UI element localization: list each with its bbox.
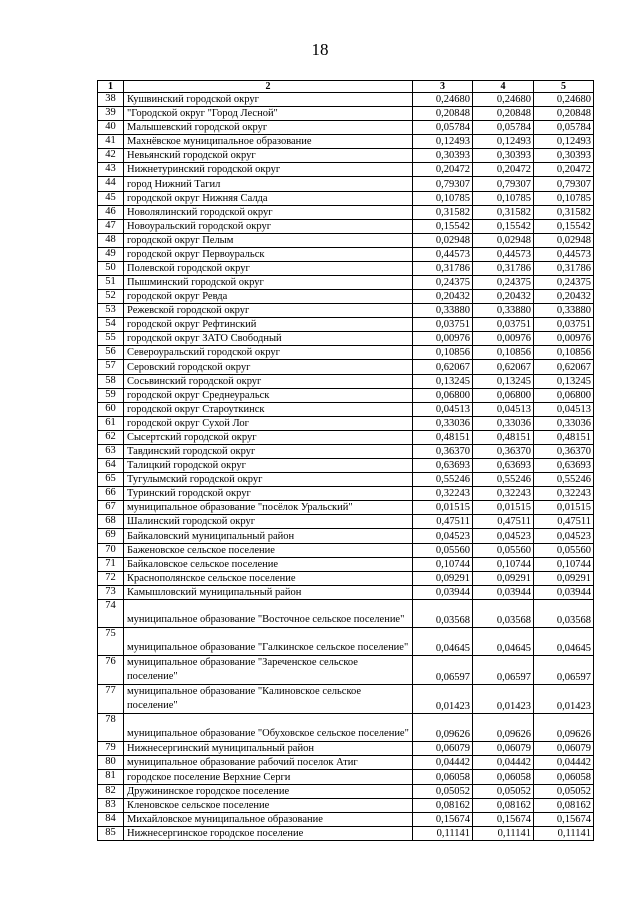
row-value-col4: 0,33880 xyxy=(473,304,534,318)
row-value-col4: 0,09291 xyxy=(473,571,534,585)
row-name: Нижнетуринский городской округ xyxy=(124,163,413,177)
row-value-col5: 0,03944 xyxy=(534,585,594,599)
row-value-col5: 0,31786 xyxy=(534,261,594,275)
row-value-col3: 0,33036 xyxy=(413,416,473,430)
table-row xyxy=(98,107,594,121)
table-row xyxy=(98,770,594,784)
row-value-col3: 0,47511 xyxy=(413,515,473,529)
row-name: городской округ Сухой Лог xyxy=(124,416,413,430)
row-value-col5: 0,24375 xyxy=(534,276,594,290)
table-row xyxy=(98,656,594,685)
row-value-col4: 0,06079 xyxy=(473,742,534,756)
row-value-col4: 0,15674 xyxy=(473,812,534,826)
row-number: 85 xyxy=(98,826,124,840)
row-value-col3: 0,00976 xyxy=(413,332,473,346)
row-number: 76 xyxy=(98,656,124,685)
row-value-col4: 0,10856 xyxy=(473,346,534,360)
row-value-col4: 0,03568 xyxy=(473,599,534,627)
row-value-col3: 0,24680 xyxy=(413,93,473,107)
row-value-col4: 0,31786 xyxy=(473,261,534,275)
row-value-col5: 0,05784 xyxy=(534,121,594,135)
row-value-col3: 0,20432 xyxy=(413,290,473,304)
row-value-col3: 0,48151 xyxy=(413,430,473,444)
table-row xyxy=(98,233,594,247)
row-name: Туринский городской округ xyxy=(124,487,413,501)
row-value-col4: 0,20848 xyxy=(473,107,534,121)
row-number: 43 xyxy=(98,163,124,177)
row-number: 71 xyxy=(98,557,124,571)
table-row xyxy=(98,374,594,388)
header-col-5: 5 xyxy=(534,81,594,93)
table-row xyxy=(98,826,594,840)
row-value-col3: 0,24375 xyxy=(413,276,473,290)
row-number: 78 xyxy=(98,714,124,742)
row-value-col5: 0,44573 xyxy=(534,247,594,261)
row-value-col4: 0,11141 xyxy=(473,826,534,840)
row-value-col3: 0,10785 xyxy=(413,191,473,205)
row-name: Краснополянское сельское поселение xyxy=(124,571,413,585)
row-value-col3: 0,04513 xyxy=(413,402,473,416)
row-value-col4: 0,04523 xyxy=(473,529,534,543)
row-number: 63 xyxy=(98,444,124,458)
page-number: 18 xyxy=(311,40,329,59)
table-row xyxy=(98,685,594,714)
row-number: 47 xyxy=(98,219,124,233)
row-name: Тавдинский городской округ xyxy=(124,444,413,458)
row-value-col5: 0,30393 xyxy=(534,149,594,163)
row-value-col3: 0,15674 xyxy=(413,812,473,826)
row-value-col4: 0,63693 xyxy=(473,459,534,473)
row-number: 77 xyxy=(98,685,124,714)
row-value-col4: 0,05052 xyxy=(473,784,534,798)
row-value-col4: 0,55246 xyxy=(473,473,534,487)
row-number: 56 xyxy=(98,346,124,360)
row-value-col3: 0,03568 xyxy=(413,599,473,627)
row-name: город Нижний Тагил xyxy=(124,177,413,191)
row-name: муниципальное образование "посёлок Уральский" xyxy=(124,501,413,515)
row-value-col5: 0,31582 xyxy=(534,205,594,219)
row-value-col3: 0,36370 xyxy=(413,444,473,458)
table-row xyxy=(98,798,594,812)
row-number: 41 xyxy=(98,135,124,149)
row-value-col3: 0,01515 xyxy=(413,501,473,515)
row-number: 49 xyxy=(98,247,124,261)
table-row xyxy=(98,487,594,501)
row-value-col3: 0,44573 xyxy=(413,247,473,261)
row-value-col5: 0,10744 xyxy=(534,557,594,571)
row-value-col3: 0,06800 xyxy=(413,388,473,402)
row-value-col4: 0,01515 xyxy=(473,501,534,515)
row-value-col4: 0,47511 xyxy=(473,515,534,529)
row-value-col4: 0,06597 xyxy=(473,656,534,685)
table-row xyxy=(98,163,594,177)
row-number: 50 xyxy=(98,261,124,275)
row-value-col5: 0,20432 xyxy=(534,290,594,304)
row-name: муниципальное образование рабочий поселок Атиг xyxy=(124,756,413,770)
row-number: 84 xyxy=(98,812,124,826)
row-name: Режевской городской округ xyxy=(124,304,413,318)
row-value-col3: 0,03751 xyxy=(413,318,473,332)
row-value-col4: 0,06800 xyxy=(473,388,534,402)
table-row xyxy=(98,571,594,585)
row-value-col3: 0,12493 xyxy=(413,135,473,149)
row-value-col3: 0,06058 xyxy=(413,770,473,784)
row-value-col5: 0,05052 xyxy=(534,784,594,798)
row-value-col4: 0,10785 xyxy=(473,191,534,205)
table-row xyxy=(98,219,594,233)
row-value-col5: 0,32243 xyxy=(534,487,594,501)
table-row xyxy=(98,756,594,770)
row-value-col3: 0,11141 xyxy=(413,826,473,840)
row-value-col5: 0,55246 xyxy=(534,473,594,487)
row-value-col5: 0,05560 xyxy=(534,543,594,557)
row-value-col4: 0,79307 xyxy=(473,177,534,191)
row-name: Сысертский городской округ xyxy=(124,430,413,444)
row-value-col3: 0,13245 xyxy=(413,374,473,388)
row-name: муниципальное образование "Калиновское сельское поселение" xyxy=(124,685,413,714)
row-value-col5: 0,08162 xyxy=(534,798,594,812)
row-value-col3: 0,09291 xyxy=(413,571,473,585)
row-number: 44 xyxy=(98,177,124,191)
row-number: 62 xyxy=(98,430,124,444)
row-value-col4: 0,04442 xyxy=(473,756,534,770)
row-value-col5: 0,01515 xyxy=(534,501,594,515)
header-col-2: 2 xyxy=(124,81,413,93)
table-row xyxy=(98,459,594,473)
table-row xyxy=(98,473,594,487)
row-value-col5: 0,03568 xyxy=(534,599,594,627)
row-number: 66 xyxy=(98,487,124,501)
row-value-col3: 0,33880 xyxy=(413,304,473,318)
row-number: 73 xyxy=(98,585,124,599)
row-value-col3: 0,10744 xyxy=(413,557,473,571)
row-value-col3: 0,06597 xyxy=(413,656,473,685)
row-value-col5: 0,33880 xyxy=(534,304,594,318)
row-name: муниципальное образование "Галкинское сельское поселение" xyxy=(124,627,413,655)
row-value-col4: 0,44573 xyxy=(473,247,534,261)
row-name: городской округ Староуткинск xyxy=(124,402,413,416)
table-row xyxy=(98,543,594,557)
row-number: 82 xyxy=(98,784,124,798)
row-value-col5: 0,24680 xyxy=(534,93,594,107)
table-row xyxy=(98,812,594,826)
row-name: Камышловский муниципальный район xyxy=(124,585,413,599)
row-value-col4: 0,08162 xyxy=(473,798,534,812)
row-name: муниципальное образование "Восточное сельское поселение" xyxy=(124,599,413,627)
row-value-col5: 0,09291 xyxy=(534,571,594,585)
row-number: 61 xyxy=(98,416,124,430)
row-name: городской округ ЗАТО Свободный xyxy=(124,332,413,346)
row-value-col4: 0,09626 xyxy=(473,714,534,742)
row-value-col5: 0,63693 xyxy=(534,459,594,473)
row-number: 57 xyxy=(98,360,124,374)
row-name: городской округ Рефтинский xyxy=(124,318,413,332)
row-number: 53 xyxy=(98,304,124,318)
row-value-col3: 0,30393 xyxy=(413,149,473,163)
row-name: Талицкий городской округ xyxy=(124,459,413,473)
row-value-col3: 0,04442 xyxy=(413,756,473,770)
row-value-col4: 0,20432 xyxy=(473,290,534,304)
table-body xyxy=(98,93,594,841)
row-value-col5: 0,04513 xyxy=(534,402,594,416)
row-name: муниципальное образование "Зареченское сельское поселение" xyxy=(124,656,413,685)
row-value-col3: 0,32243 xyxy=(413,487,473,501)
row-name: муниципальное образование "Обуховское сельское поселение" xyxy=(124,714,413,742)
row-name: Байкаловский муниципальный район xyxy=(124,529,413,543)
header-col-3: 3 xyxy=(413,81,473,93)
row-value-col3: 0,10856 xyxy=(413,346,473,360)
table-header xyxy=(98,81,594,93)
row-value-col5: 0,33036 xyxy=(534,416,594,430)
row-name: Кушвинский городской округ xyxy=(124,93,413,107)
row-value-col4: 0,04645 xyxy=(473,627,534,655)
row-name: Михайловское муниципальное образование xyxy=(124,812,413,826)
row-number: 58 xyxy=(98,374,124,388)
row-value-col3: 0,05784 xyxy=(413,121,473,135)
row-value-col5: 0,03751 xyxy=(534,318,594,332)
row-name: Пышминский городской округ xyxy=(124,276,413,290)
row-number: 55 xyxy=(98,332,124,346)
row-value-col4: 0,32243 xyxy=(473,487,534,501)
row-value-col4: 0,24375 xyxy=(473,276,534,290)
row-name: Малышевский городской округ xyxy=(124,121,413,135)
row-value-col5: 0,00976 xyxy=(534,332,594,346)
row-value-col5: 0,06597 xyxy=(534,656,594,685)
row-value-col5: 0,06079 xyxy=(534,742,594,756)
table-row xyxy=(98,515,594,529)
row-value-col5: 0,01423 xyxy=(534,685,594,714)
row-number: 39 xyxy=(98,107,124,121)
table-row xyxy=(98,529,594,543)
row-value-col5: 0,04442 xyxy=(534,756,594,770)
row-value-col5: 0,20848 xyxy=(534,107,594,121)
row-name: Серовский городской округ xyxy=(124,360,413,374)
table-row xyxy=(98,784,594,798)
row-name: Невьянский городской округ xyxy=(124,149,413,163)
row-value-col5: 0,15542 xyxy=(534,219,594,233)
row-value-col3: 0,04523 xyxy=(413,529,473,543)
row-name: Сосьвинский городской округ xyxy=(124,374,413,388)
row-value-col3: 0,01423 xyxy=(413,685,473,714)
row-number: 64 xyxy=(98,459,124,473)
row-value-col5: 0,10856 xyxy=(534,346,594,360)
row-number: 40 xyxy=(98,121,124,135)
table-row xyxy=(98,332,594,346)
row-value-col4: 0,24680 xyxy=(473,93,534,107)
table-row xyxy=(98,121,594,135)
row-value-col5: 0,48151 xyxy=(534,430,594,444)
table-row xyxy=(98,585,594,599)
table-row xyxy=(98,318,594,332)
row-value-col4: 0,03751 xyxy=(473,318,534,332)
row-value-col5: 0,04645 xyxy=(534,627,594,655)
row-number: 72 xyxy=(98,571,124,585)
row-number: 46 xyxy=(98,205,124,219)
row-value-col4: 0,15542 xyxy=(473,219,534,233)
row-name: Нижнесергинское городское поселение xyxy=(124,826,413,840)
row-number: 79 xyxy=(98,742,124,756)
row-value-col5: 0,11141 xyxy=(534,826,594,840)
row-number: 69 xyxy=(98,529,124,543)
row-value-col3: 0,08162 xyxy=(413,798,473,812)
row-name: Баженовское сельское поселение xyxy=(124,543,413,557)
row-name: Полевской городской округ xyxy=(124,261,413,275)
row-name: городской округ Среднеуральск xyxy=(124,388,413,402)
row-number: 54 xyxy=(98,318,124,332)
table-row xyxy=(98,388,594,402)
table-row xyxy=(98,304,594,318)
row-value-col3: 0,05052 xyxy=(413,784,473,798)
row-name: городской округ Ревда xyxy=(124,290,413,304)
row-name: Новоуральский городской округ xyxy=(124,219,413,233)
table-row xyxy=(98,205,594,219)
table-row xyxy=(98,135,594,149)
table-row xyxy=(98,501,594,515)
table-row xyxy=(98,276,594,290)
row-value-col4: 0,48151 xyxy=(473,430,534,444)
row-value-col5: 0,04523 xyxy=(534,529,594,543)
row-value-col3: 0,02948 xyxy=(413,233,473,247)
row-name: Дружининское городское поселение xyxy=(124,784,413,798)
row-value-col4: 0,00976 xyxy=(473,332,534,346)
row-name: Новолялинский городской округ xyxy=(124,205,413,219)
row-value-col3: 0,31786 xyxy=(413,261,473,275)
row-value-col4: 0,33036 xyxy=(473,416,534,430)
table-row xyxy=(98,627,594,655)
header-col-1: 1 xyxy=(98,81,124,93)
row-value-col5: 0,79307 xyxy=(534,177,594,191)
row-number: 70 xyxy=(98,543,124,557)
row-number: 74 xyxy=(98,599,124,627)
table-row xyxy=(98,557,594,571)
row-name: Байкаловское сельское поселение xyxy=(124,557,413,571)
row-value-col5: 0,09626 xyxy=(534,714,594,742)
row-number: 67 xyxy=(98,501,124,515)
row-value-col3: 0,20848 xyxy=(413,107,473,121)
row-value-col3: 0,63693 xyxy=(413,459,473,473)
table-row xyxy=(98,346,594,360)
table-row xyxy=(98,177,594,191)
row-number: 81 xyxy=(98,770,124,784)
row-number: 48 xyxy=(98,233,124,247)
row-value-col4: 0,31582 xyxy=(473,205,534,219)
row-value-col5: 0,02948 xyxy=(534,233,594,247)
row-name: Нижнесергинский муниципальный район xyxy=(124,742,413,756)
table-row xyxy=(98,149,594,163)
row-value-col5: 0,15674 xyxy=(534,812,594,826)
header-col-4: 4 xyxy=(473,81,534,93)
row-value-col3: 0,79307 xyxy=(413,177,473,191)
row-number: 75 xyxy=(98,627,124,655)
row-value-col5: 0,20472 xyxy=(534,163,594,177)
row-value-col5: 0,06058 xyxy=(534,770,594,784)
row-number: 38 xyxy=(98,93,124,107)
row-number: 59 xyxy=(98,388,124,402)
row-number: 80 xyxy=(98,756,124,770)
table-row xyxy=(98,191,594,205)
row-value-col5: 0,12493 xyxy=(534,135,594,149)
table-row xyxy=(98,416,594,430)
row-value-col4: 0,12493 xyxy=(473,135,534,149)
row-value-col3: 0,06079 xyxy=(413,742,473,756)
row-value-col5: 0,36370 xyxy=(534,444,594,458)
row-name: Шалинский городской округ xyxy=(124,515,413,529)
row-value-col4: 0,10744 xyxy=(473,557,534,571)
row-value-col5: 0,62067 xyxy=(534,360,594,374)
row-number: 42 xyxy=(98,149,124,163)
table-row xyxy=(98,444,594,458)
row-number: 68 xyxy=(98,515,124,529)
row-number: 52 xyxy=(98,290,124,304)
row-value-col3: 0,05560 xyxy=(413,543,473,557)
row-value-col4: 0,02948 xyxy=(473,233,534,247)
row-number: 45 xyxy=(98,191,124,205)
row-value-col4: 0,05784 xyxy=(473,121,534,135)
row-name: Тугулымский городской округ xyxy=(124,473,413,487)
table-row xyxy=(98,714,594,742)
table-row xyxy=(98,599,594,627)
row-name: "Городской округ "Город Лесной" xyxy=(124,107,413,121)
table-row xyxy=(98,402,594,416)
row-value-col5: 0,13245 xyxy=(534,374,594,388)
row-value-col4: 0,03944 xyxy=(473,585,534,599)
row-number: 60 xyxy=(98,402,124,416)
row-name: городской округ Пелым xyxy=(124,233,413,247)
row-value-col5: 0,10785 xyxy=(534,191,594,205)
row-value-col4: 0,04513 xyxy=(473,402,534,416)
row-value-col4: 0,30393 xyxy=(473,149,534,163)
row-number: 83 xyxy=(98,798,124,812)
header-row xyxy=(98,81,594,93)
data-table xyxy=(97,80,594,841)
row-value-col5: 0,47511 xyxy=(534,515,594,529)
table-row xyxy=(98,742,594,756)
row-value-col3: 0,31582 xyxy=(413,205,473,219)
row-name: Махнёвское муниципальное образование xyxy=(124,135,413,149)
row-value-col3: 0,55246 xyxy=(413,473,473,487)
table-row xyxy=(98,261,594,275)
row-value-col3: 0,20472 xyxy=(413,163,473,177)
row-value-col3: 0,62067 xyxy=(413,360,473,374)
row-value-col4: 0,01423 xyxy=(473,685,534,714)
row-value-col4: 0,13245 xyxy=(473,374,534,388)
row-name: городское поселение Верхние Серги xyxy=(124,770,413,784)
row-value-col4: 0,36370 xyxy=(473,444,534,458)
row-name: городской округ Нижняя Салда xyxy=(124,191,413,205)
row-number: 51 xyxy=(98,276,124,290)
row-name: Кленовское сельское поселение xyxy=(124,798,413,812)
row-value-col3: 0,03944 xyxy=(413,585,473,599)
row-value-col3: 0,09626 xyxy=(413,714,473,742)
row-value-col4: 0,20472 xyxy=(473,163,534,177)
table-row xyxy=(98,93,594,107)
row-name: городской округ Первоуральск xyxy=(124,247,413,261)
row-value-col4: 0,62067 xyxy=(473,360,534,374)
row-value-col4: 0,05560 xyxy=(473,543,534,557)
row-value-col4: 0,06058 xyxy=(473,770,534,784)
table-row xyxy=(98,360,594,374)
table-row xyxy=(98,247,594,261)
table-row xyxy=(98,430,594,444)
row-value-col5: 0,06800 xyxy=(534,388,594,402)
table-row xyxy=(98,290,594,304)
row-value-col3: 0,15542 xyxy=(413,219,473,233)
row-number: 65 xyxy=(98,473,124,487)
row-value-col3: 0,04645 xyxy=(413,627,473,655)
row-name: Североуральский городской округ xyxy=(124,346,413,360)
